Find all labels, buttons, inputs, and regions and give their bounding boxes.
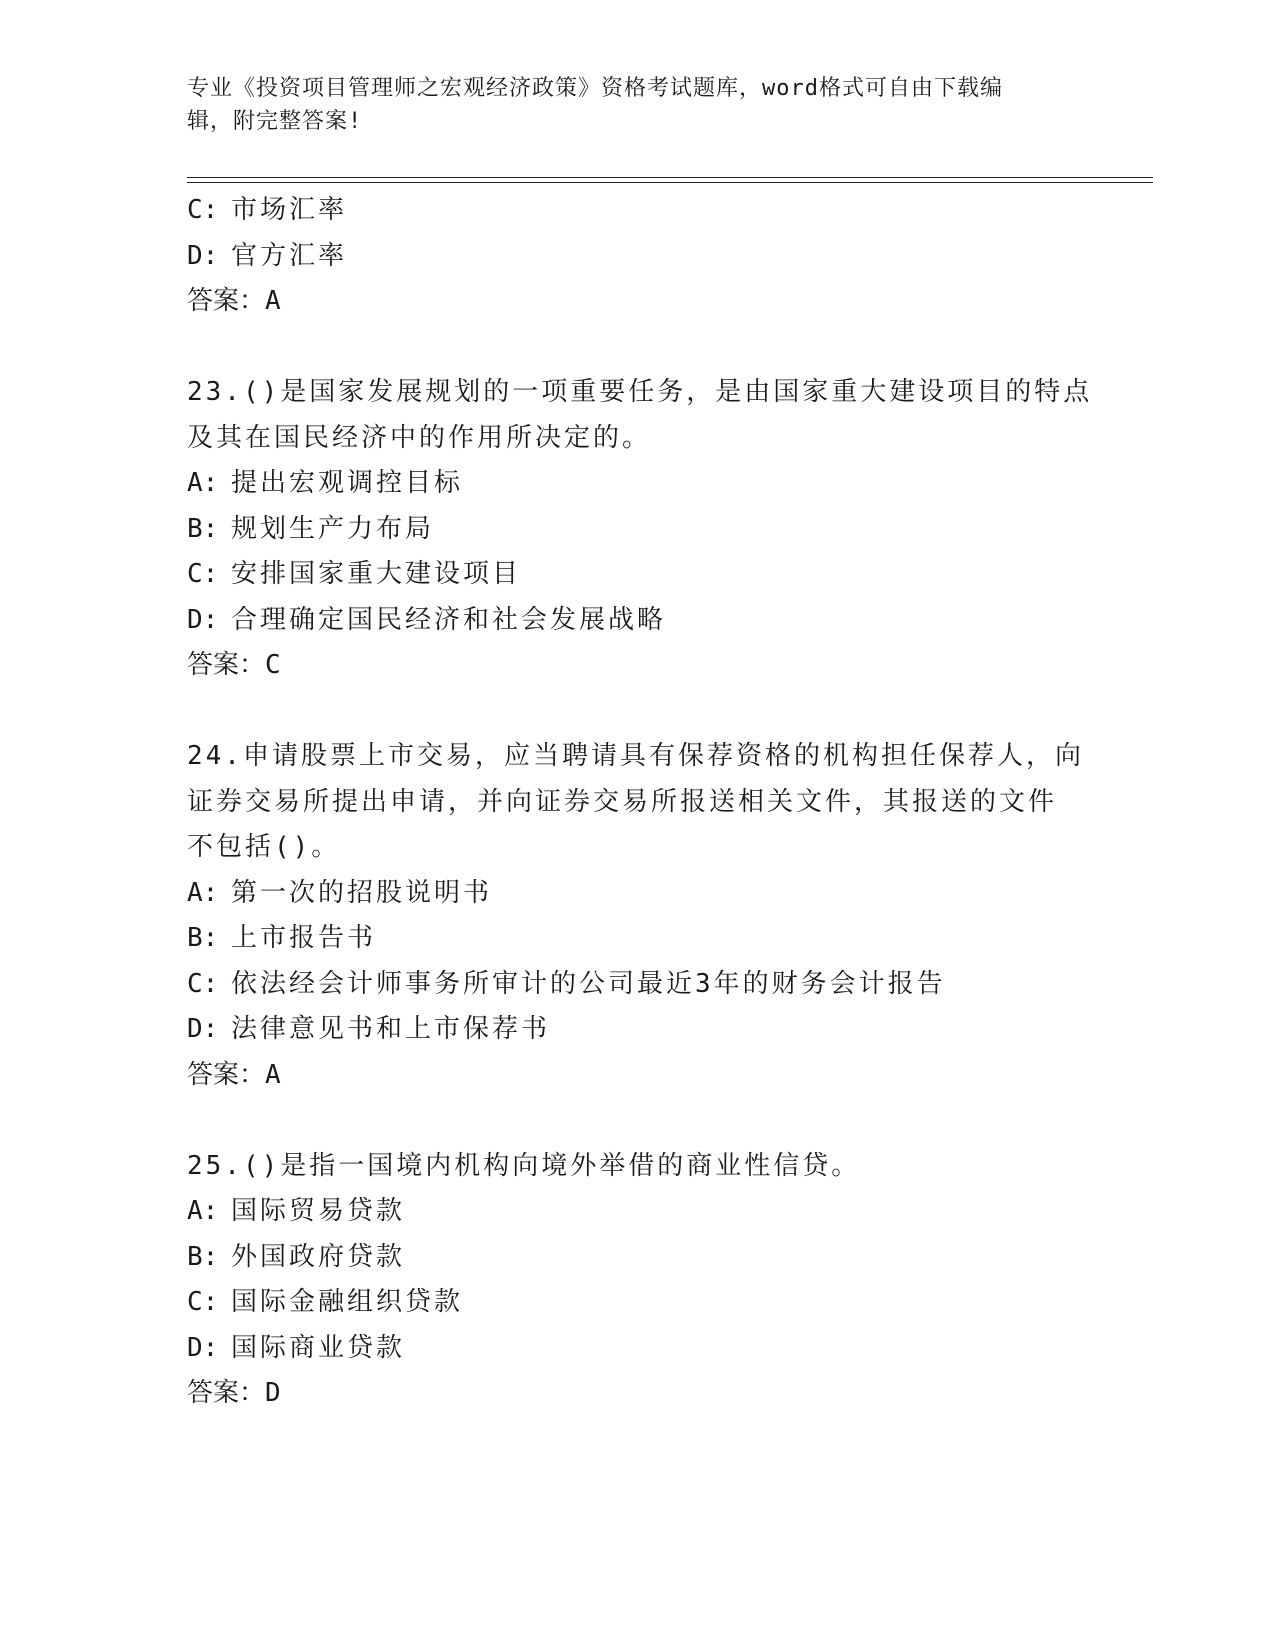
spacer — [187, 689, 1087, 735]
option-text: 国际商业贷款 — [231, 1332, 406, 1363]
option-text: 第一次的招股说明书 — [231, 877, 493, 908]
page-header — [187, 72, 1067, 138]
option-letter: B: — [187, 1241, 219, 1272]
option-letter: B: — [187, 513, 219, 544]
option-b — [187, 1235, 1087, 1281]
option-a — [187, 461, 1087, 507]
question-list — [187, 188, 1093, 1417]
option-c — [187, 962, 1087, 1008]
option-text: 国际贸易贷款 — [231, 1196, 406, 1226]
option-letter: D: — [187, 604, 219, 635]
question-stem-line: 24.申请股票上市交易，应当聘请具有保荐资格的机构担任保荐人，向 — [187, 741, 1084, 771]
header-divider-top — [187, 177, 1153, 178]
answer-label: 答案： — [187, 1059, 266, 1090]
answer-label: 答案： — [187, 650, 266, 680]
answer-value: A — [265, 286, 284, 316]
option-letter: B: — [187, 923, 219, 953]
option-text: 规划生产力布局 — [231, 513, 435, 544]
option-letter: D: — [187, 1332, 219, 1363]
option-letter: C: — [187, 968, 219, 999]
option-text: 市场汇率 — [231, 195, 348, 225]
option-d — [187, 234, 1087, 280]
spacer — [187, 325, 1087, 371]
option-letter: C: — [187, 559, 219, 589]
option-letter: C: — [187, 1287, 219, 1317]
option-d — [187, 1007, 1087, 1053]
option-text: 外国政府贷款 — [231, 1241, 406, 1272]
answer-line — [187, 1371, 1087, 1417]
answer-label: 答案： — [187, 286, 266, 316]
option-letter: A: — [187, 1196, 219, 1226]
option-text: 法律意见书和上市保荐书 — [231, 1014, 551, 1044]
option-d — [187, 1326, 1087, 1372]
question-stem-line: 23.()是国家发展规划的一项重要任务，是由国家重大建设项目的特点 — [187, 377, 1093, 407]
option-text: 依法经会计师事务所审计的公司最近3年的财务会计报告 — [231, 968, 946, 999]
question-stem-line: 不包括()。 — [187, 832, 341, 862]
option-a — [187, 871, 1087, 917]
question-stem-line: 及其在国民经济中的作用所决定的。 — [187, 422, 652, 453]
option-text: 上市报告书 — [231, 923, 377, 953]
answer-value: A — [265, 1059, 284, 1090]
question-25 — [187, 1144, 1087, 1417]
option-letter: D: — [187, 240, 219, 271]
option-c — [187, 188, 1087, 234]
option-text: 提出宏观调控目标 — [231, 468, 464, 498]
question-22-partial — [187, 188, 1087, 325]
option-d — [187, 598, 1087, 644]
option-c — [187, 552, 1087, 598]
answer-label: 答案： — [187, 1378, 266, 1408]
question-23 — [187, 370, 1093, 689]
answer-line — [187, 279, 1087, 325]
question-stem-line: 25.()是指一国境内机构向境外举借的商业性信贷。 — [187, 1150, 861, 1181]
option-c — [187, 1280, 1087, 1326]
option-text: 合理确定国民经济和社会发展战略 — [231, 604, 667, 635]
header-divider-bottom — [187, 182, 1153, 183]
option-text: 安排国家重大建设项目 — [231, 559, 522, 589]
header-title-line-1: 专业《投资项目管理师之宏观经济政策》资格考试题库，word格式可自由下载编 — [187, 76, 1003, 101]
spacer — [187, 1098, 1087, 1144]
option-b — [187, 507, 1087, 553]
option-letter: A: — [187, 468, 219, 498]
question-24 — [187, 734, 1087, 1098]
option-text: 官方汇率 — [231, 240, 348, 271]
answer-line — [187, 1053, 1087, 1099]
option-letter: A: — [187, 877, 219, 908]
option-text: 国际金融组织贷款 — [231, 1287, 464, 1317]
answer-value: C — [265, 650, 284, 680]
answer-value: D — [265, 1378, 284, 1408]
header-title-line-2: 辑，附完整答案! — [187, 109, 363, 134]
option-b — [187, 916, 1087, 962]
question-stem-line: 证券交易所提出申请，并向证券交易所报送相关文件，其报送的文件 — [187, 786, 1058, 817]
option-letter: D: — [187, 1014, 219, 1044]
option-letter: C: — [187, 195, 219, 225]
answer-line — [187, 643, 1087, 689]
option-a — [187, 1189, 1087, 1235]
